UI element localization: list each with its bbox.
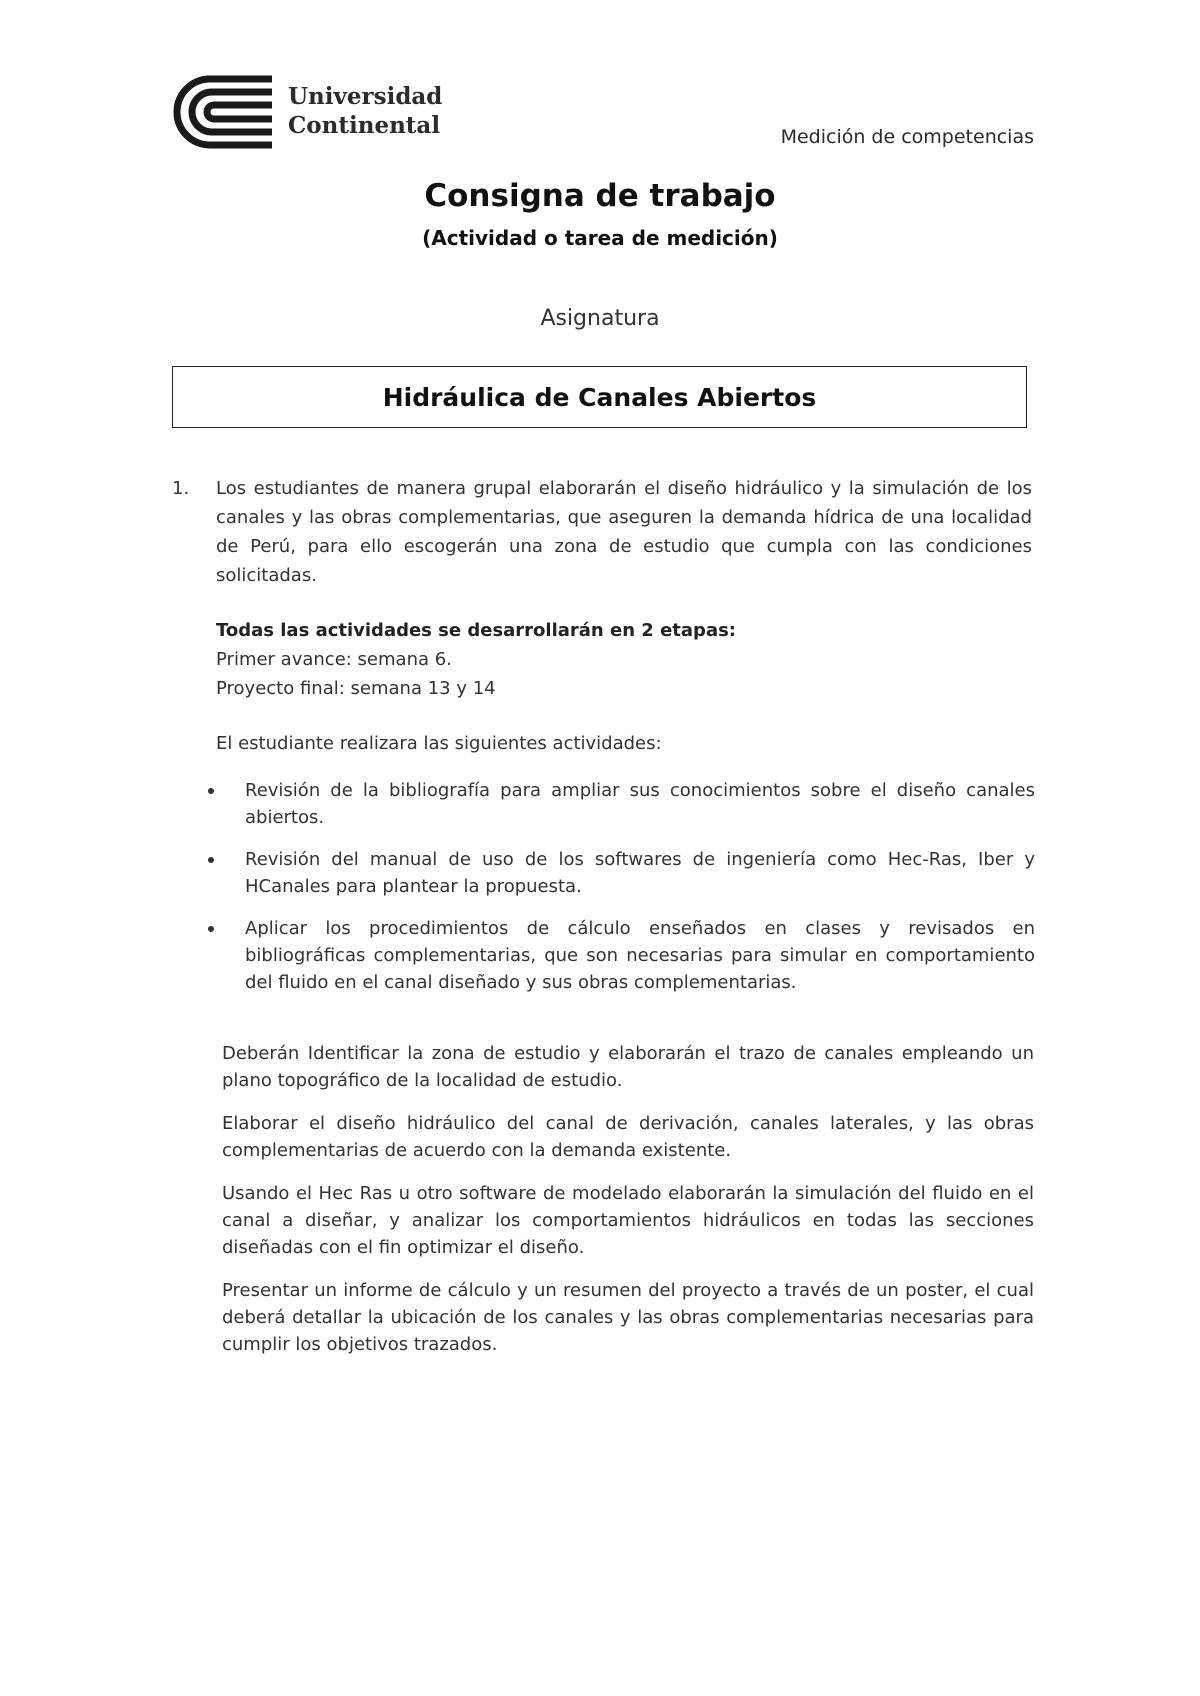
document-type-label: Medición de competencias — [780, 126, 1034, 148]
list-item — [205, 846, 1035, 900]
list-item — [205, 777, 1035, 831]
item-1-text: Los estudiantes de manera grupal elaborarán el diseño hidráulico y la simulación de los canales y las obras complementarias, que aseguren la demanda hídrica de una localidad de Perú, para ello escogerán una zona de estudio que cumpla con las condiciones solicitadas. — [216, 478, 1032, 586]
universidad-continental-logo-mark-icon — [172, 74, 276, 150]
logo-line-1: Universidad — [288, 83, 443, 110]
page-subtitle: (Actividad o tarea de medición) — [422, 226, 778, 250]
tasks-block — [222, 1040, 1034, 1374]
activities-intro: El estudiante realizara las siguientes actividades: — [216, 733, 662, 754]
page-title: Consigna de trabajo — [424, 178, 776, 214]
task-paragraph: Usando el Hec Ras u otro software de modelado elaborarán la simulación del fluido en el canal a diseñar, y analizar los comportamientos hidráulicos en todas las secciones diseñadas con el fin optimizar el diseño. — [222, 1183, 1034, 1258]
numbered-item-1 — [172, 474, 1032, 590]
logo-wordmark — [288, 82, 442, 140]
stages-heading: Todas las actividades se desarrollarán en 2 etapas: — [216, 620, 736, 641]
list-item-text: Revisión de la bibliografía para ampliar sus conocimientos sobre el diseño canales abiertos. — [245, 780, 1035, 828]
list-item — [205, 915, 1035, 996]
item-number: 1. — [172, 478, 190, 499]
stages-block — [216, 616, 1016, 703]
bullet-icon — [208, 788, 214, 794]
list-item-text: Revisión del manual de uso de los softwares de ingeniería como Hec-Ras, Iber y HCanales para plantear la propuesta. — [245, 849, 1035, 897]
task-paragraph: Elaborar el diseño hidráulico del canal de derivación, canales laterales, y las obras complementarias de acuerdo con la demanda existente. — [222, 1113, 1034, 1161]
task-paragraph: Presentar un informe de cálculo y un resumen del proyecto a través de un poster, el cual deberá detallar la ubicación de los canales y las obras complementarias necesarias para cumplir los objetivos trazados. — [222, 1280, 1034, 1355]
course-name: Hidráulica de Canales Abiertos — [382, 382, 817, 412]
bullet-icon — [208, 857, 214, 863]
stage-final: Proyecto final: semana 13 y 14 — [216, 678, 496, 699]
activities-list — [205, 777, 1035, 1011]
course-box — [172, 366, 1027, 428]
list-item-text: Aplicar los procedimientos de cálculo enseñados en clases y revisados en bibliográficas complementarias, que son necesarias para simular en comportamiento del fluido en el canal diseñado y sus obras complementarias. — [245, 918, 1035, 993]
stage-first: Primer avance: semana 6. — [216, 649, 452, 670]
task-paragraph: Deberán Identificar la zona de estudio y elaborarán el trazo de canales empleando un plano topográfico de la localidad de estudio. — [222, 1043, 1034, 1091]
university-logo — [172, 74, 452, 152]
asignatura-label: Asignatura — [540, 306, 660, 331]
logo-line-2: Continental — [288, 112, 441, 139]
bullet-icon — [208, 926, 214, 932]
